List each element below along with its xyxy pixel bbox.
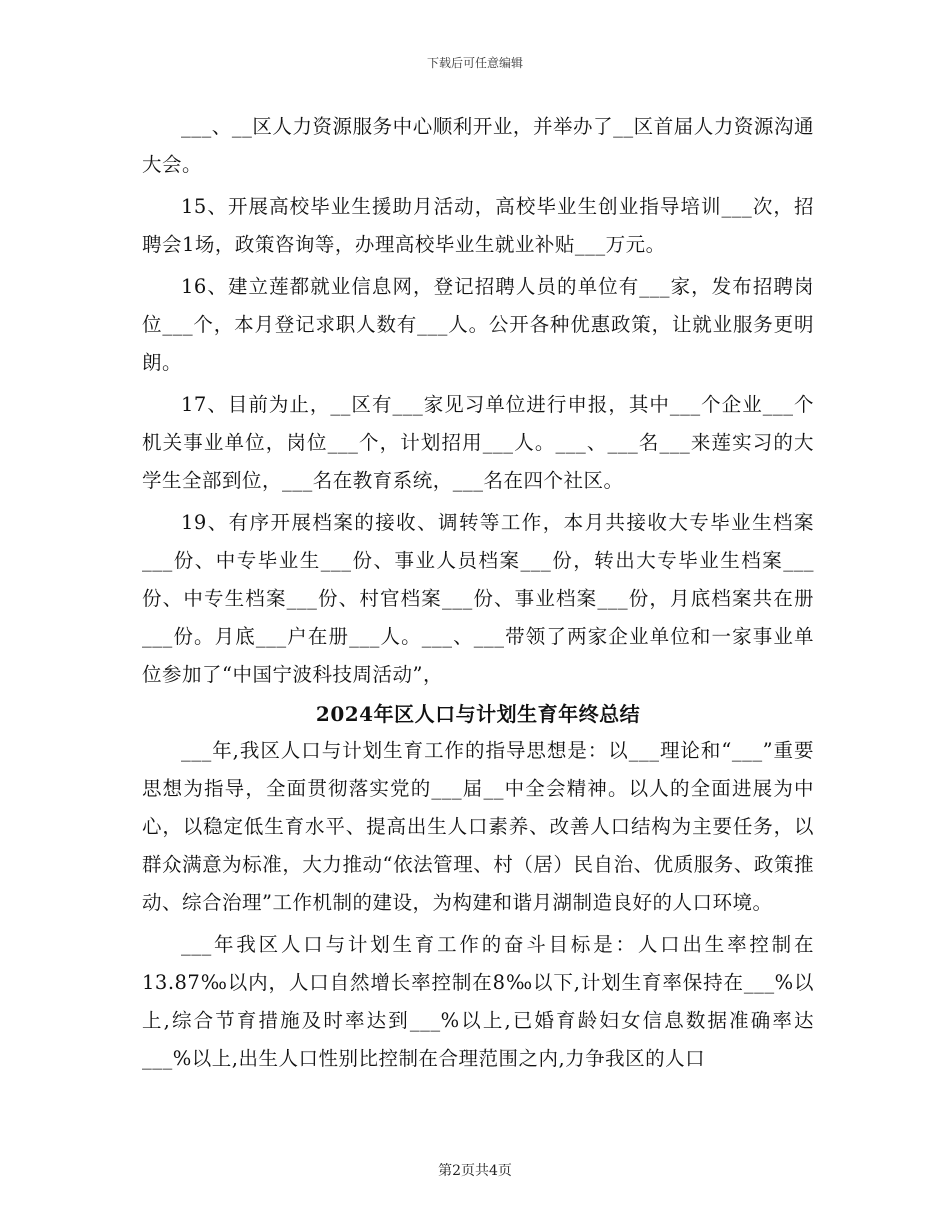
- page-footer: 第2页共4页: [438, 1163, 512, 1179]
- page-header: 下载后可任意编辑: [426, 56, 523, 70]
- section-title: 2024年区人口与计划生育年终总结: [315, 702, 641, 726]
- paragraph-4: 17、目前为止，__区有___家见习单位进行申报，其中___个企业___个机关事业单位，岗位___个，计划招用___人。___、___名___来莲实习的大学生全部到位，___名在教育系统，___名在四个社区。: [142, 393, 814, 492]
- document-body: [142, 108, 814, 1078]
- paragraph-2: 15、开展高校毕业生援助月活动，高校毕业生创业指导培训___次，招聘会1场，政策咨询等，办理高校毕业生就业补贴___万元。: [142, 195, 814, 256]
- paragraph-3: 16、建立莲都就业信息网，登记招聘人员的单位有___家，发布招聘岗位___个，本月登记求职人数有___人。公开各种优惠政策，让就业服务更明朗。: [142, 275, 814, 374]
- paragraph-7: ___年我区人口与计划生育工作的奋斗目标是：人口出生率控制在13.87‰以内，人口自然增长率控制在8‰以下,计划生育率保持在___%以上,综合节育措施及时率达到___%以上,已婚育龄妇女信息数据准确率达___%以上,出生人口性别比控制在合理范围之内,力争我区的人口: [142, 933, 814, 1070]
- paragraph-5: 19、有序开展档案的接收、调转等工作，本月共接收大专毕业生档案___份、中专毕业生___份、事业人员档案___份，转出大专毕业生档案___份、中专生档案___份、村官档案___份、事业档案___份，月底档案共在册___份。月底___户在册___人。___、___带领了两家企业单位和一家事业单位参加了“中国宁波科技周活动”，: [142, 511, 814, 686]
- paragraph-1: ___、__区人力资源服务中心顺利开业，并举办了__区首届人力资源沟通大会。: [142, 115, 814, 176]
- paragraph-6: ___年,我区人口与计划生育工作的指导思想是：以___理论和“___”重要思想为指导，全面贯彻落实党的___届__中全会精神。以人的全面进展为中心，以稳定低生育水平、提高出生人口素养、改善人口结构为主要任务，以群众满意为标准，大力推动“依法管理、村（居）民自治、优质服务、政策推动、综合治理”工作机制的建设，为构建和谐月湖制造良好的人口环境。: [142, 739, 814, 914]
